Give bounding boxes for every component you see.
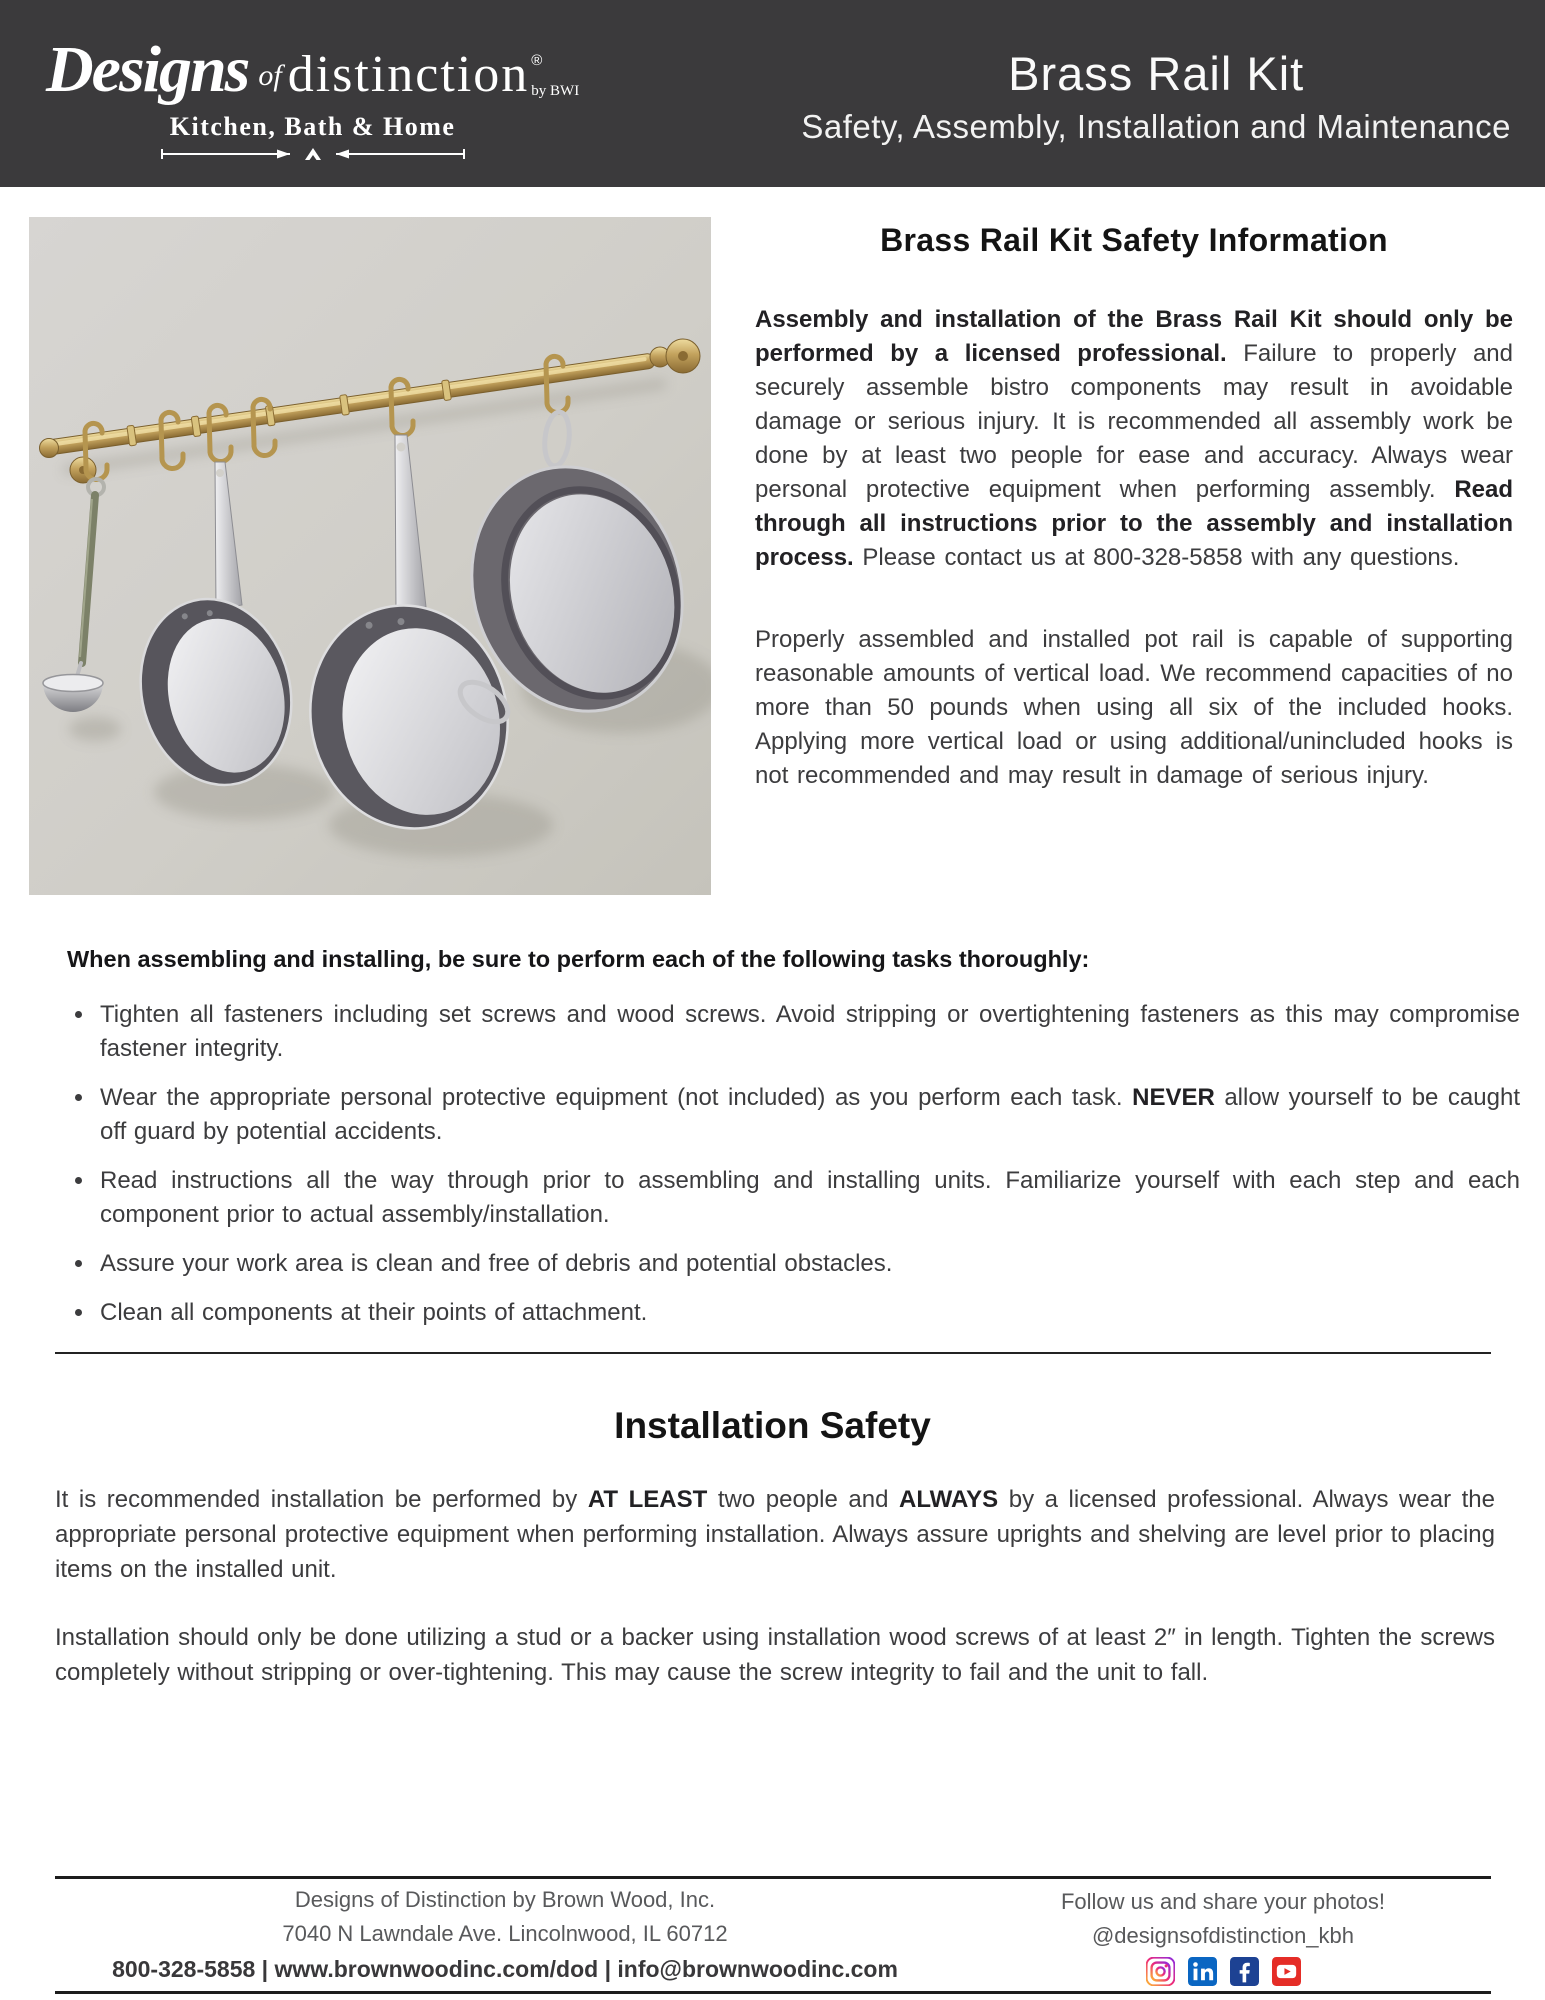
footer-company: Designs of Distinction by Brown Wood, Inc.: [294, 1887, 716, 1912]
instagram-icon: [1146, 1957, 1175, 1986]
linkedin-icon: [1188, 1957, 1217, 1986]
tasks-list: [66, 998, 1520, 1345]
rail-left-endcap: [40, 439, 59, 458]
installation-paragraph-2: Installation should only be done utilizing a stud or a backer using installation wood screws of at least 2″ in length. Tighten the screws completely without stripping or over-tightening. This may cause the screw integrity to fail and the unit to fall.: [55, 1624, 1495, 1686]
page-title: Brass Rail Kit: [1008, 46, 1305, 100]
social-icons-row: [955, 1957, 1491, 1986]
safety-section-heading: Brass Rail Kit Safety Information: [880, 222, 1388, 258]
facebook-icon: [1230, 1957, 1259, 1986]
logo-serif-text: distinction: [287, 45, 530, 103]
task-item: • Tighten all fasteners including set screws and wood screws. Avoid stripping or overtightening fasteners as this may compromise fastener integrity.: [96, 998, 1520, 1066]
logo-ornament-divider: [148, 146, 478, 162]
logo-tagline: Kitchen, Bath & Home: [169, 111, 456, 141]
task-item: • Clean all components at their points of attachment.: [96, 1296, 1520, 1330]
task-item: • Assure your work area is clean and free of debris and potential obstacles.: [96, 1247, 1520, 1281]
footer-address: 7040 N Lawndale Ave. Lincolnwood, IL 60712: [282, 1921, 728, 1946]
section-divider: [55, 1352, 1491, 1354]
brand-logo: [46, 32, 579, 162]
header-bar: [0, 0, 1545, 187]
footer-contact-block: [55, 1883, 955, 1987]
tasks-intro: When assembling and installing, be sure to perform each of the following tasks thoroughly:: [67, 946, 1090, 972]
task-item: • Wear the appropriate personal protective equipment (not included) as you perform each task. NEVER allow yourself to be caught off guard by potential accidents.: [96, 1081, 1520, 1149]
logo-script-text: Designs: [46, 32, 249, 106]
installation-paragraph-1: It is recommended installation be performed by AT LEAST two people and ALWAYS by a licensed professional. Always wear the appropriate personal protective equipment when performing installation. Always assure uprights and shelving are level prior to placing items on the installed unit.: [55, 1486, 1495, 1583]
task-item: • Read instructions all the way through prior to assembling and installing units. Familiarize yourself with each step and each component prior to actual assembly/installation.: [96, 1164, 1520, 1232]
footer-follow-text: Follow us and share your photos!: [1060, 1888, 1386, 1914]
footer: [55, 1876, 1491, 1994]
footer-contact-line: 800-328-5858 | www.brownwoodinc.com/dod | info@brownwoodinc.com: [112, 1956, 898, 1982]
safety-paragraph-2: Properly assembled and installed pot rail is capable of supporting reasonable amounts of vertical load. We recommend capacities of no more than 50 pounds when using all six of the included hooks. Applying more vertical load or using additional/unincluded hooks is not recommended and may result in damage of serious injury.: [755, 626, 1513, 789]
footer-social-handle: @designsofdistinction_kbh: [1091, 1922, 1355, 1948]
safety-info-section: [755, 222, 1513, 793]
page-subtitle: Safety, Assembly, Installation and Maintenance: [801, 107, 1511, 145]
youtube-icon: [1272, 1957, 1301, 1986]
product-photo: [29, 217, 711, 895]
logo-of-text: of: [258, 58, 282, 92]
safety-paragraph-1: Assembly and installation of the Brass Rail Kit should only be performed by a licensed professional. Failure to properly and securely assemble bistro components may result in avoidable damage or serious injury. It is recommended all assembly work be done by at least two people for ease and accuracy. Always wear personal protective equipment when performing assembly. Read through all instructions prior to the assembly and installation process. Please contact us at 800-328-5858 with any questions.: [755, 306, 1513, 571]
installation-heading: Installation Safety: [614, 1405, 931, 1446]
document-title-block: [801, 46, 1511, 146]
logo-byline: by BWI: [531, 82, 580, 99]
footer-social-block: [955, 1885, 1491, 1986]
registered-mark: ®: [531, 51, 543, 69]
